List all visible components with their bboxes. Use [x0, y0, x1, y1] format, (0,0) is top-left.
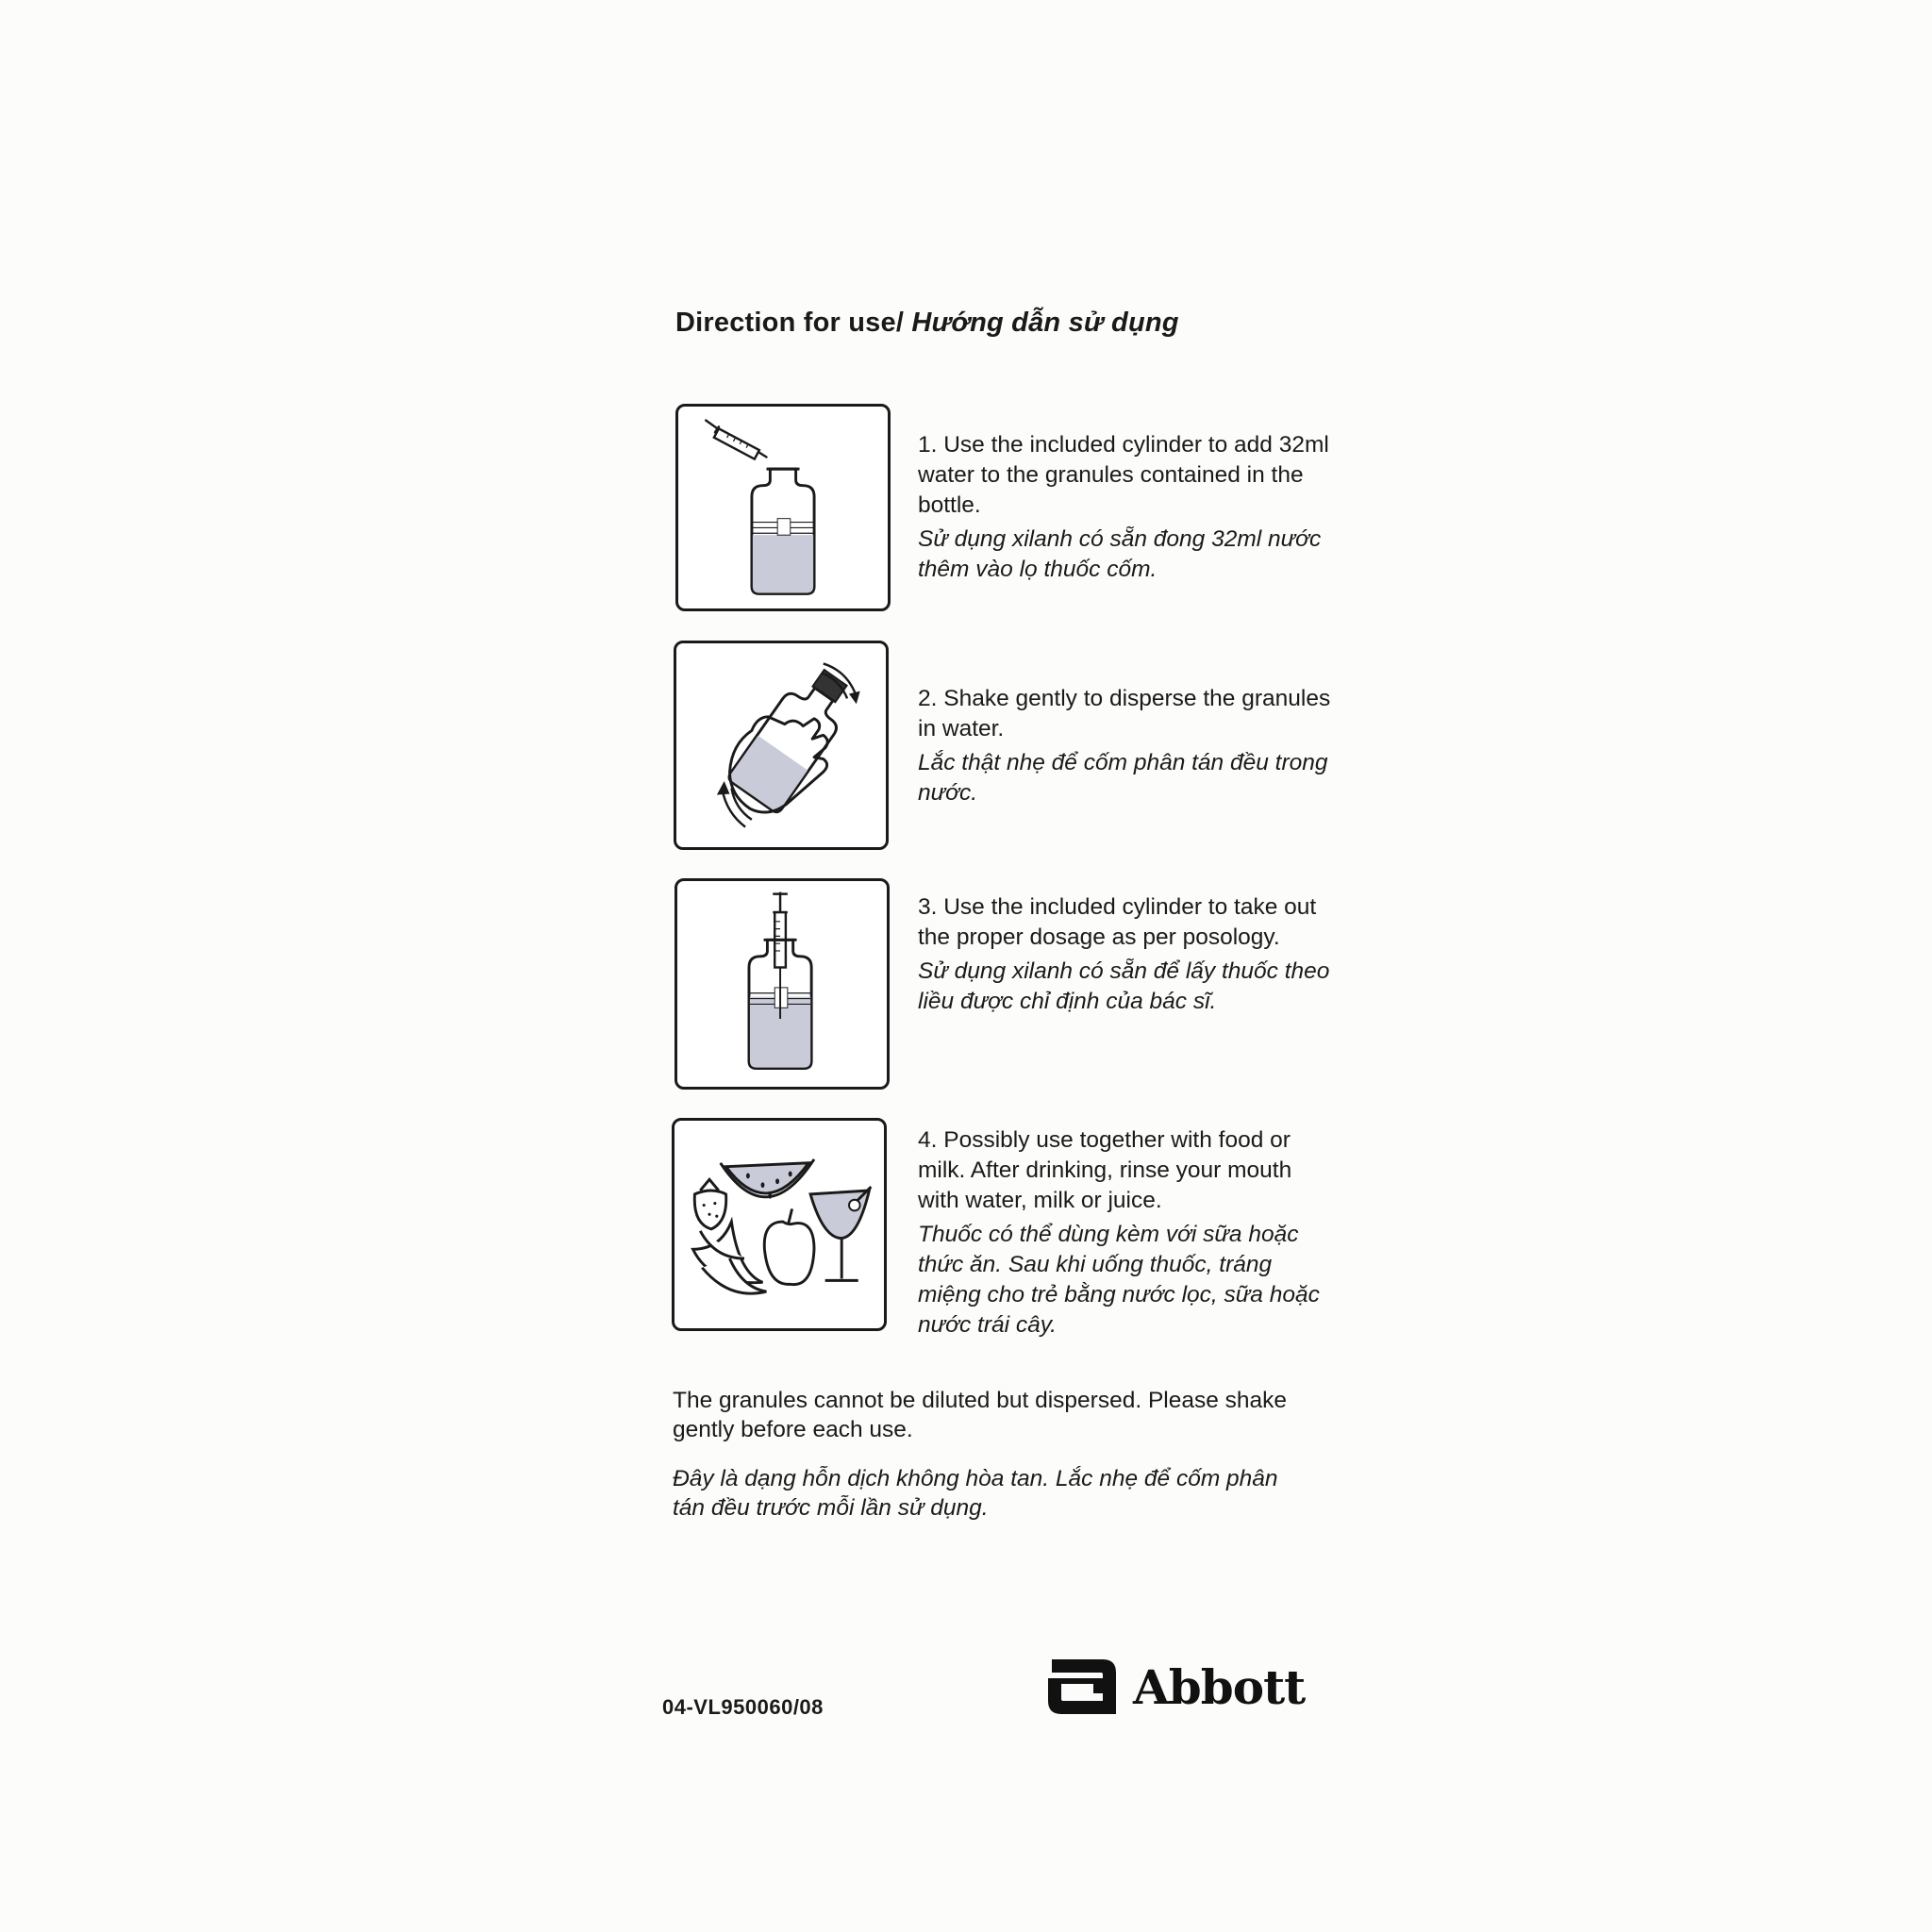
step-2-illustration — [674, 641, 889, 850]
note-vietnamese: Đây là dạng hỗn dịch không hòa tan. Lắc nhẹ để cốm phân tán đều trước mỗi lần sử dụng. — [673, 1466, 1278, 1521]
hand-shake-bottle-icon — [676, 643, 886, 847]
abbott-logo-icon — [1044, 1656, 1120, 1718]
step-1-english: 1. Use the included cylinder to add 32ml water to the granules contained in the bottle. — [918, 432, 1329, 518]
brand-logo — [1044, 1654, 1318, 1720]
note-english: The granules cannot be diluted but dispersed. Please shake gently before each use. — [673, 1388, 1288, 1442]
syringe-bottle-fill-icon — [678, 407, 888, 608]
step-2-vietnamese: Lắc thật nhẹ để cốm phân tán đều trong nước. — [918, 750, 1328, 806]
step-4-text — [918, 1125, 1333, 1341]
step-4-english: 4. Possibly use together with food or milk. After drinking, rinse your mouth with water, milk or juice. — [918, 1127, 1292, 1213]
syringe-in-bottle-icon — [677, 881, 887, 1087]
title-english: Direction for use/ — [675, 308, 905, 338]
step-1-illustration — [675, 404, 891, 611]
document-code: 04-VL950060/08 — [662, 1695, 824, 1719]
fruits-and-drink-icon — [675, 1121, 884, 1328]
step-3-illustration — [675, 878, 890, 1090]
step-3-text — [918, 892, 1333, 1017]
step-3-vietnamese: Sử dụng xilanh có sẵn để lấy thuốc theo liều được chỉ định của bác sĩ. — [918, 958, 1330, 1014]
brand-name: Abbott — [1133, 1659, 1306, 1715]
step-1-text — [918, 430, 1333, 585]
step-2-text — [918, 684, 1333, 808]
step-4-illustration — [672, 1118, 887, 1331]
page-title — [675, 308, 1179, 339]
step-4-vietnamese: Thuốc có thể dùng kèm với sữa hoặc thức ăn. Sau khi uống thuốc, tráng miệng cho trẻ bằng nước lọc, sữa hoặc nước trái cây. — [918, 1222, 1320, 1338]
step-1-vietnamese: Sử dụng xilanh có sẵn đong 32ml nước thêm vào lọ thuốc cốm. — [918, 526, 1322, 582]
step-3-english: 3. Use the included cylinder to take out the proper dosage as per posology. — [918, 894, 1317, 950]
title-vietnamese: Hướng dẫn sử dụng — [904, 308, 1179, 338]
step-2-english: 2. Shake gently to disperse the granules in water. — [918, 686, 1331, 741]
